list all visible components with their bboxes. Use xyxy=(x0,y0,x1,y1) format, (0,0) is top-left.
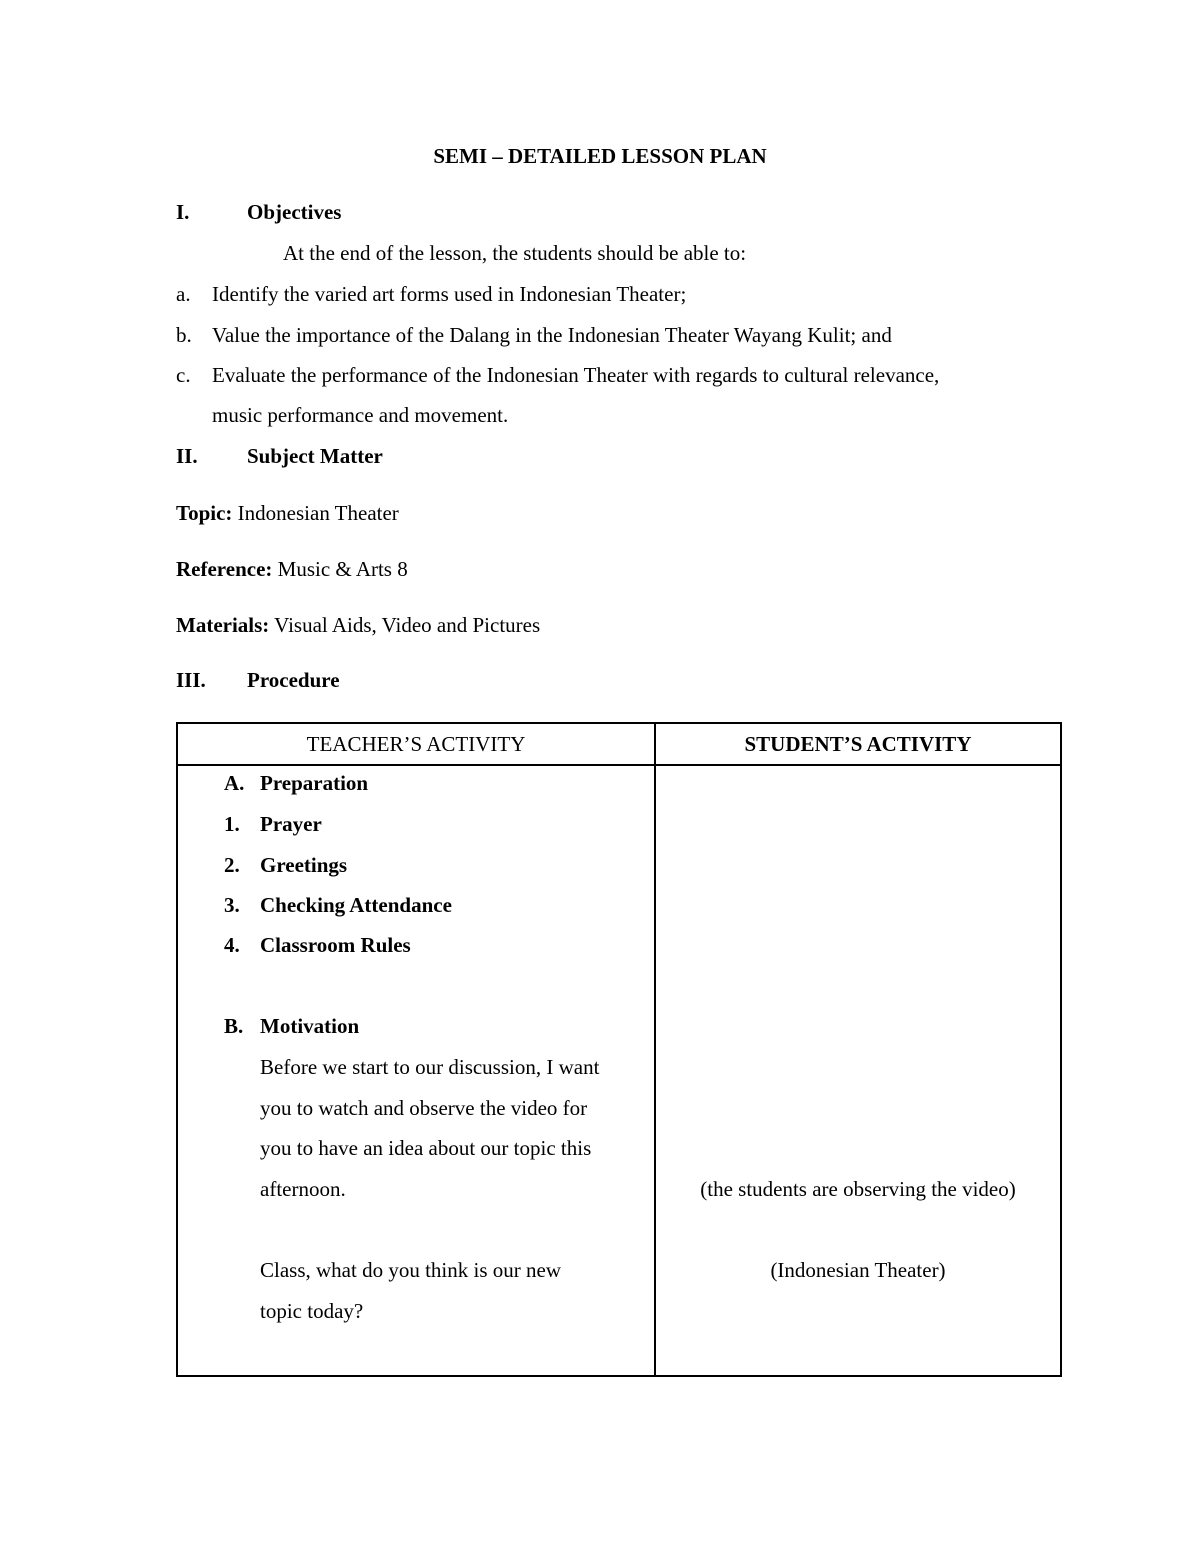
question-line: topic today? xyxy=(260,1299,364,1323)
topic-value: Indonesian Theater xyxy=(237,501,399,525)
reference-value: Music & Arts 8 xyxy=(277,557,408,581)
objective-item: Value the importance of the Dalang in the Indonesian Theater Wayang Kulit; and xyxy=(212,323,892,347)
procedure-numeral: III. xyxy=(176,668,206,692)
materials-line xyxy=(176,615,540,636)
step-number: 4. xyxy=(224,933,240,957)
teacher-activity-header: TEACHER’S ACTIVITY xyxy=(177,723,655,765)
topic-label: Topic: xyxy=(176,501,233,525)
motivation-marker: B. xyxy=(224,1014,244,1038)
step-number: 1. xyxy=(224,812,240,836)
subject-matter-numeral: II. xyxy=(176,444,198,468)
student-activity-header: STUDENT’S ACTIVITY xyxy=(655,723,1061,765)
document-title: SEMI – DETAILED LESSON PLAN xyxy=(433,144,767,168)
objective-item-continuation: music performance and movement. xyxy=(212,403,509,427)
step-number: 2. xyxy=(224,853,240,877)
student-response: (the students are observing the video) xyxy=(700,1177,1016,1201)
materials-label: Materials: xyxy=(176,613,270,637)
motivation-line: Before we start to our discussion, I want xyxy=(260,1055,600,1079)
question-line: Class, what do you think is our new xyxy=(260,1258,561,1282)
step-label: Prayer xyxy=(260,812,322,836)
preparation-marker: A. xyxy=(224,771,245,795)
procedure-heading: Procedure xyxy=(247,668,340,692)
objective-letter: b. xyxy=(176,323,192,347)
student-response: (Indonesian Theater) xyxy=(770,1258,946,1282)
objective-letter: a. xyxy=(176,282,191,306)
objective-item: Evaluate the performance of the Indonesian Theater with regards to cultural relevance, xyxy=(212,363,940,387)
procedure-table xyxy=(176,722,1062,1377)
motivation-line: you to have an idea about our topic this xyxy=(260,1136,592,1160)
objectives-numeral: I. xyxy=(176,200,190,224)
objectives-heading: Objectives xyxy=(247,200,342,224)
table-header-row xyxy=(177,723,1061,765)
motivation-line: afternoon. xyxy=(260,1177,346,1201)
preparation-heading: Preparation xyxy=(260,771,369,795)
motivation-heading: Motivation xyxy=(260,1014,360,1038)
topic-line xyxy=(176,503,399,524)
objectives-intro: At the end of the lesson, the students should be able to: xyxy=(283,241,747,265)
motivation-line: you to watch and observe the video for xyxy=(260,1096,588,1120)
step-label: Checking Attendance xyxy=(260,893,452,917)
objective-letter: c. xyxy=(176,363,191,387)
teacher-activity-cell xyxy=(177,765,655,1376)
step-number: 3. xyxy=(224,893,240,917)
step-label: Classroom Rules xyxy=(260,933,411,957)
reference-label: Reference: xyxy=(176,557,273,581)
objective-item: Identify the varied art forms used in Indonesian Theater; xyxy=(212,282,687,306)
materials-value: Visual Aids, Video and Pictures xyxy=(274,613,541,637)
table-row xyxy=(177,765,1061,1376)
reference-line xyxy=(176,559,408,580)
student-activity-cell xyxy=(655,765,1061,1376)
subject-matter-heading: Subject Matter xyxy=(247,444,383,468)
step-label: Greetings xyxy=(260,853,348,877)
